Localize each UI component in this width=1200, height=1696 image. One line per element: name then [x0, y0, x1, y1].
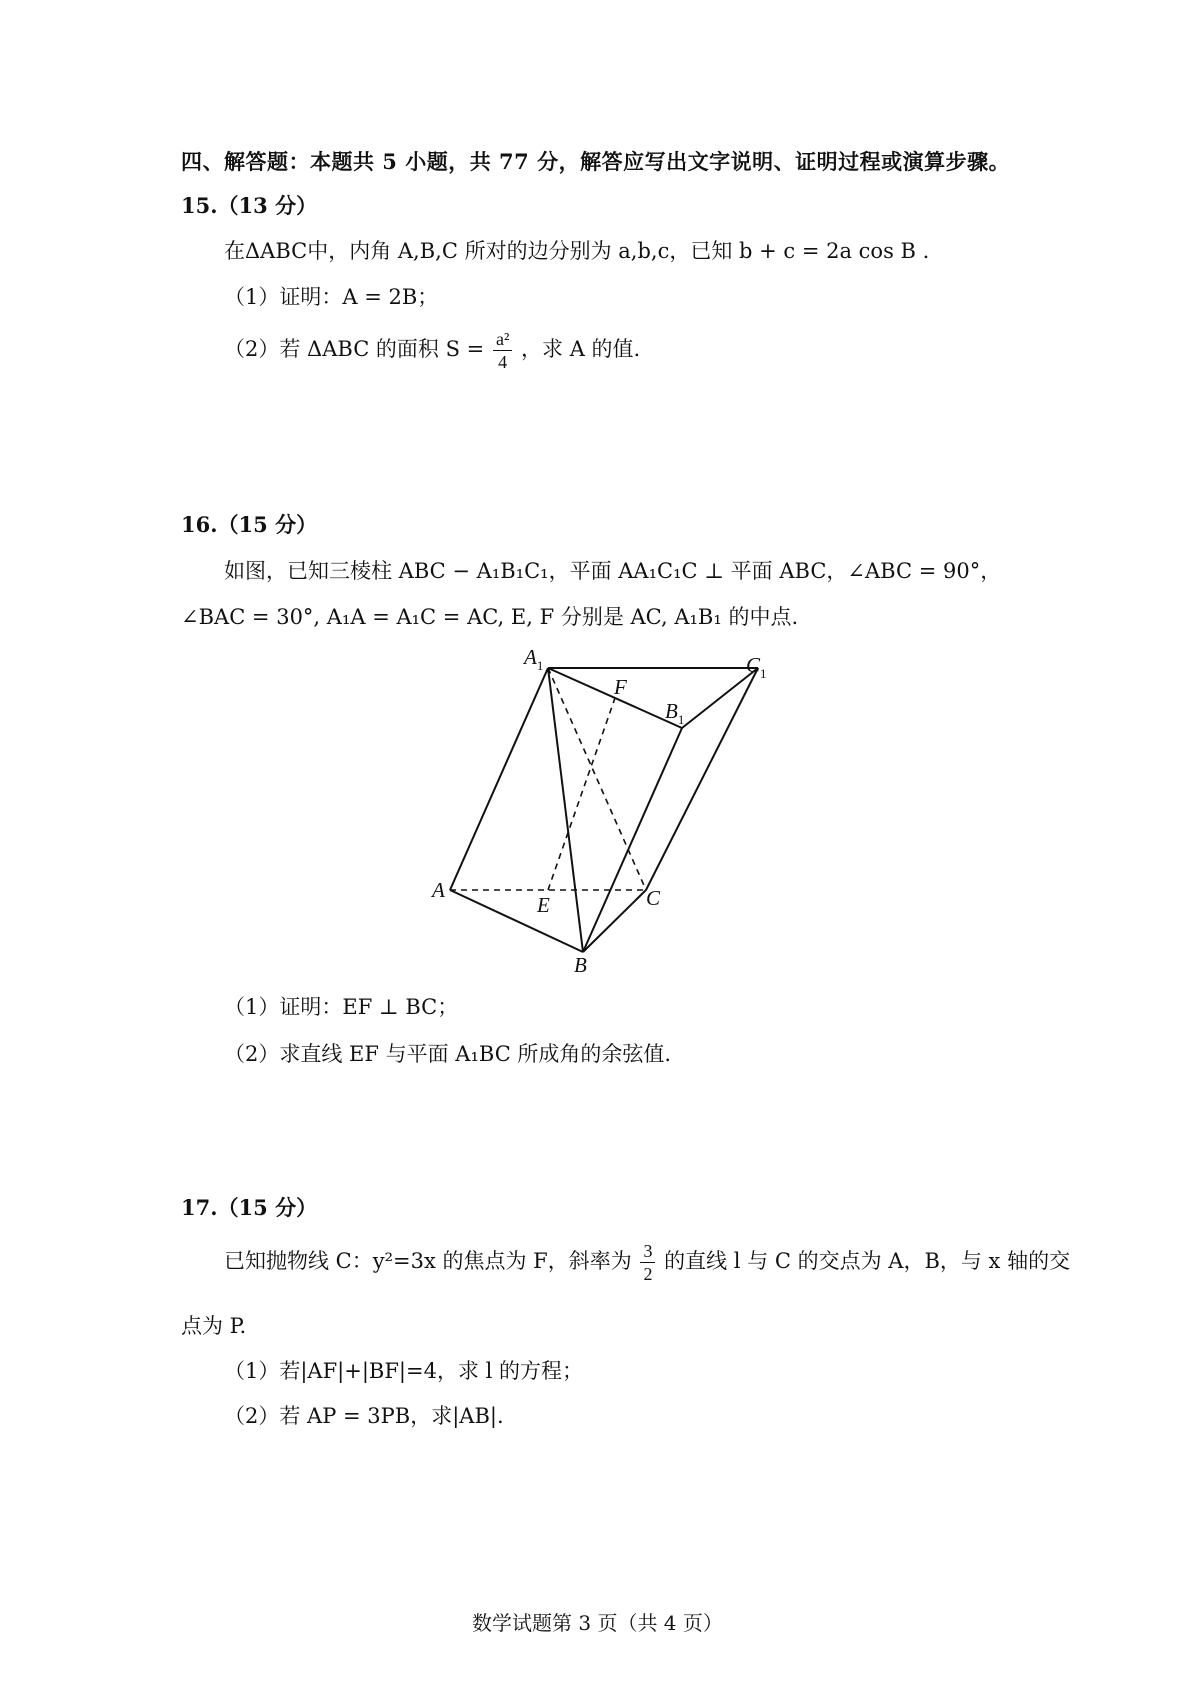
q17-slope-fraction [640, 1240, 655, 1285]
label-F: F [614, 675, 627, 699]
page-footer: 数学试题第 3 页（共 4 页） [472, 1611, 723, 1635]
label-B1: $B_1$ [665, 699, 685, 727]
q16-part2: （2）求直线 EF 与平面 A₁BC 所成角的余弦值. [224, 1042, 672, 1066]
edge-CC1 [646, 668, 758, 890]
q16-heading: 16.（15 分） [181, 512, 318, 537]
q15-area-fraction [493, 328, 512, 373]
edge-A1B [548, 668, 583, 952]
q16-stem-line1: 如图，已知三棱柱 ABC − A₁B₁C₁，平面 AA₁C₁C ⊥ 平面 ABC，∠ABC = 90°， [224, 559, 1002, 583]
label-B: B [574, 953, 587, 977]
q16-stem-line2: ∠BAC = 30°, A₁A = A₁C = AC, E, F 分别是 AC, A₁B₁ 的中点. [181, 605, 799, 629]
q17-stem-suffix: 的直线 l 与 C 的交点为 A，B，与 x 轴的交 [664, 1249, 1071, 1273]
label-C: C [646, 886, 661, 910]
q17-part1: （1）若|AF|+|BF|=4，求 l 的方程； [224, 1359, 584, 1383]
q15-part2 [224, 328, 640, 373]
q17-fraction-denominator: 2 [643, 1264, 653, 1284]
prism-figure [420, 640, 800, 980]
q17-stem-prefix: 已知抛物线 C：y²=3x 的焦点为 F，斜率为 [224, 1249, 632, 1273]
q15-part1: （1）证明：A = 2B； [224, 285, 439, 309]
edge-BB1 [583, 728, 682, 952]
section-title: 四、解答题：本题共 5 小题，共 77 分，解答应写出文字说明、证明过程或演算步骤。 [181, 149, 1011, 174]
q15-stem: 在ΔABC中，内角 A,B,C 所对的边分别为 a,b,c，已知 b + c = 2a cos B . [224, 239, 930, 263]
segment-EF-hidden [548, 698, 615, 890]
q15-heading: 15.（13 分） [181, 193, 318, 218]
q16-part1: （1）证明：EF ⊥ BC； [224, 995, 459, 1019]
q15-part2-suffix: ，求 A 的值. [521, 337, 641, 361]
q15-fraction-denominator: 4 [498, 352, 508, 372]
edge-AA1 [450, 668, 548, 890]
edge-B1C1 [682, 668, 758, 728]
label-A1: $A_1$ [524, 645, 544, 673]
q17-stem-line1 [224, 1240, 1070, 1285]
q17-heading: 17.（15 分） [181, 1195, 318, 1220]
q15-part2-prefix: （2）若 ΔABC 的面积 S = [224, 337, 485, 361]
label-A: A [432, 878, 445, 902]
edge-AB [450, 890, 583, 952]
q15-fraction-numerator: a² [493, 328, 512, 351]
label-E: E [537, 893, 550, 917]
edge-BC [583, 890, 646, 952]
q17-part2: （2）若 AP = 3PB，求|AB|. [224, 1404, 504, 1428]
segment-A1C-hidden [548, 668, 646, 890]
q17-fraction-numerator: 3 [640, 1240, 655, 1263]
label-C1: $C_1$ [746, 653, 767, 681]
q17-stem-line2: 点为 P. [181, 1314, 247, 1338]
